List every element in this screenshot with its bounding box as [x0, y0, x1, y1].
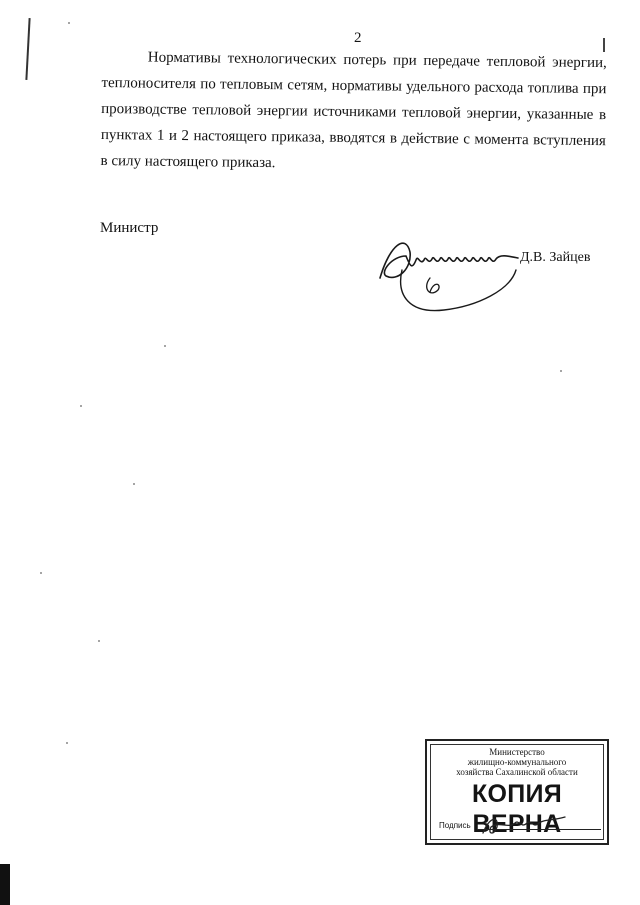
- scan-speck: [98, 640, 100, 642]
- page-number: 2: [354, 30, 362, 46]
- stamp-org-line-2: жилищно-коммунального: [467, 757, 567, 767]
- scan-speck: [164, 345, 166, 347]
- stamp-title: КОПИЯ ВЕРНА: [471, 780, 563, 838]
- scan-speck: [560, 370, 562, 372]
- handwritten-signature: [372, 226, 532, 318]
- scan-speck: [80, 405, 82, 407]
- stamp-signature-label: Подпись: [439, 821, 471, 830]
- body-paragraph: Нормативы технологических потерь при передаче тепловой энергии, теплоносителя по тепловым сетям, нормативы удельного расхода топлива при производстве тепловой энергии источниками тепловой энергии, указанные в пунктах 1 и 2 настоящего приказа, вводятся в действие с момента вступления в силу настоящего приказа.: [100, 49, 607, 172]
- scan-speck: [133, 483, 135, 485]
- stamp-org-line-1: Министерство: [489, 747, 545, 757]
- binder-margin-mark: [25, 18, 30, 80]
- scan-edge-shadow: [0, 864, 10, 905]
- stamp-signature-scribble: [479, 811, 569, 839]
- stamp-org-line-3: хозяйства Сахалинской области: [456, 767, 578, 777]
- copy-certified-stamp: [425, 739, 609, 845]
- signatory-title: Министр: [100, 220, 159, 236]
- scan-speck: [40, 572, 42, 574]
- scan-speck: [66, 742, 68, 744]
- scan-speck: [68, 22, 70, 24]
- signatory-name: Д.В. Зайцев: [520, 250, 591, 265]
